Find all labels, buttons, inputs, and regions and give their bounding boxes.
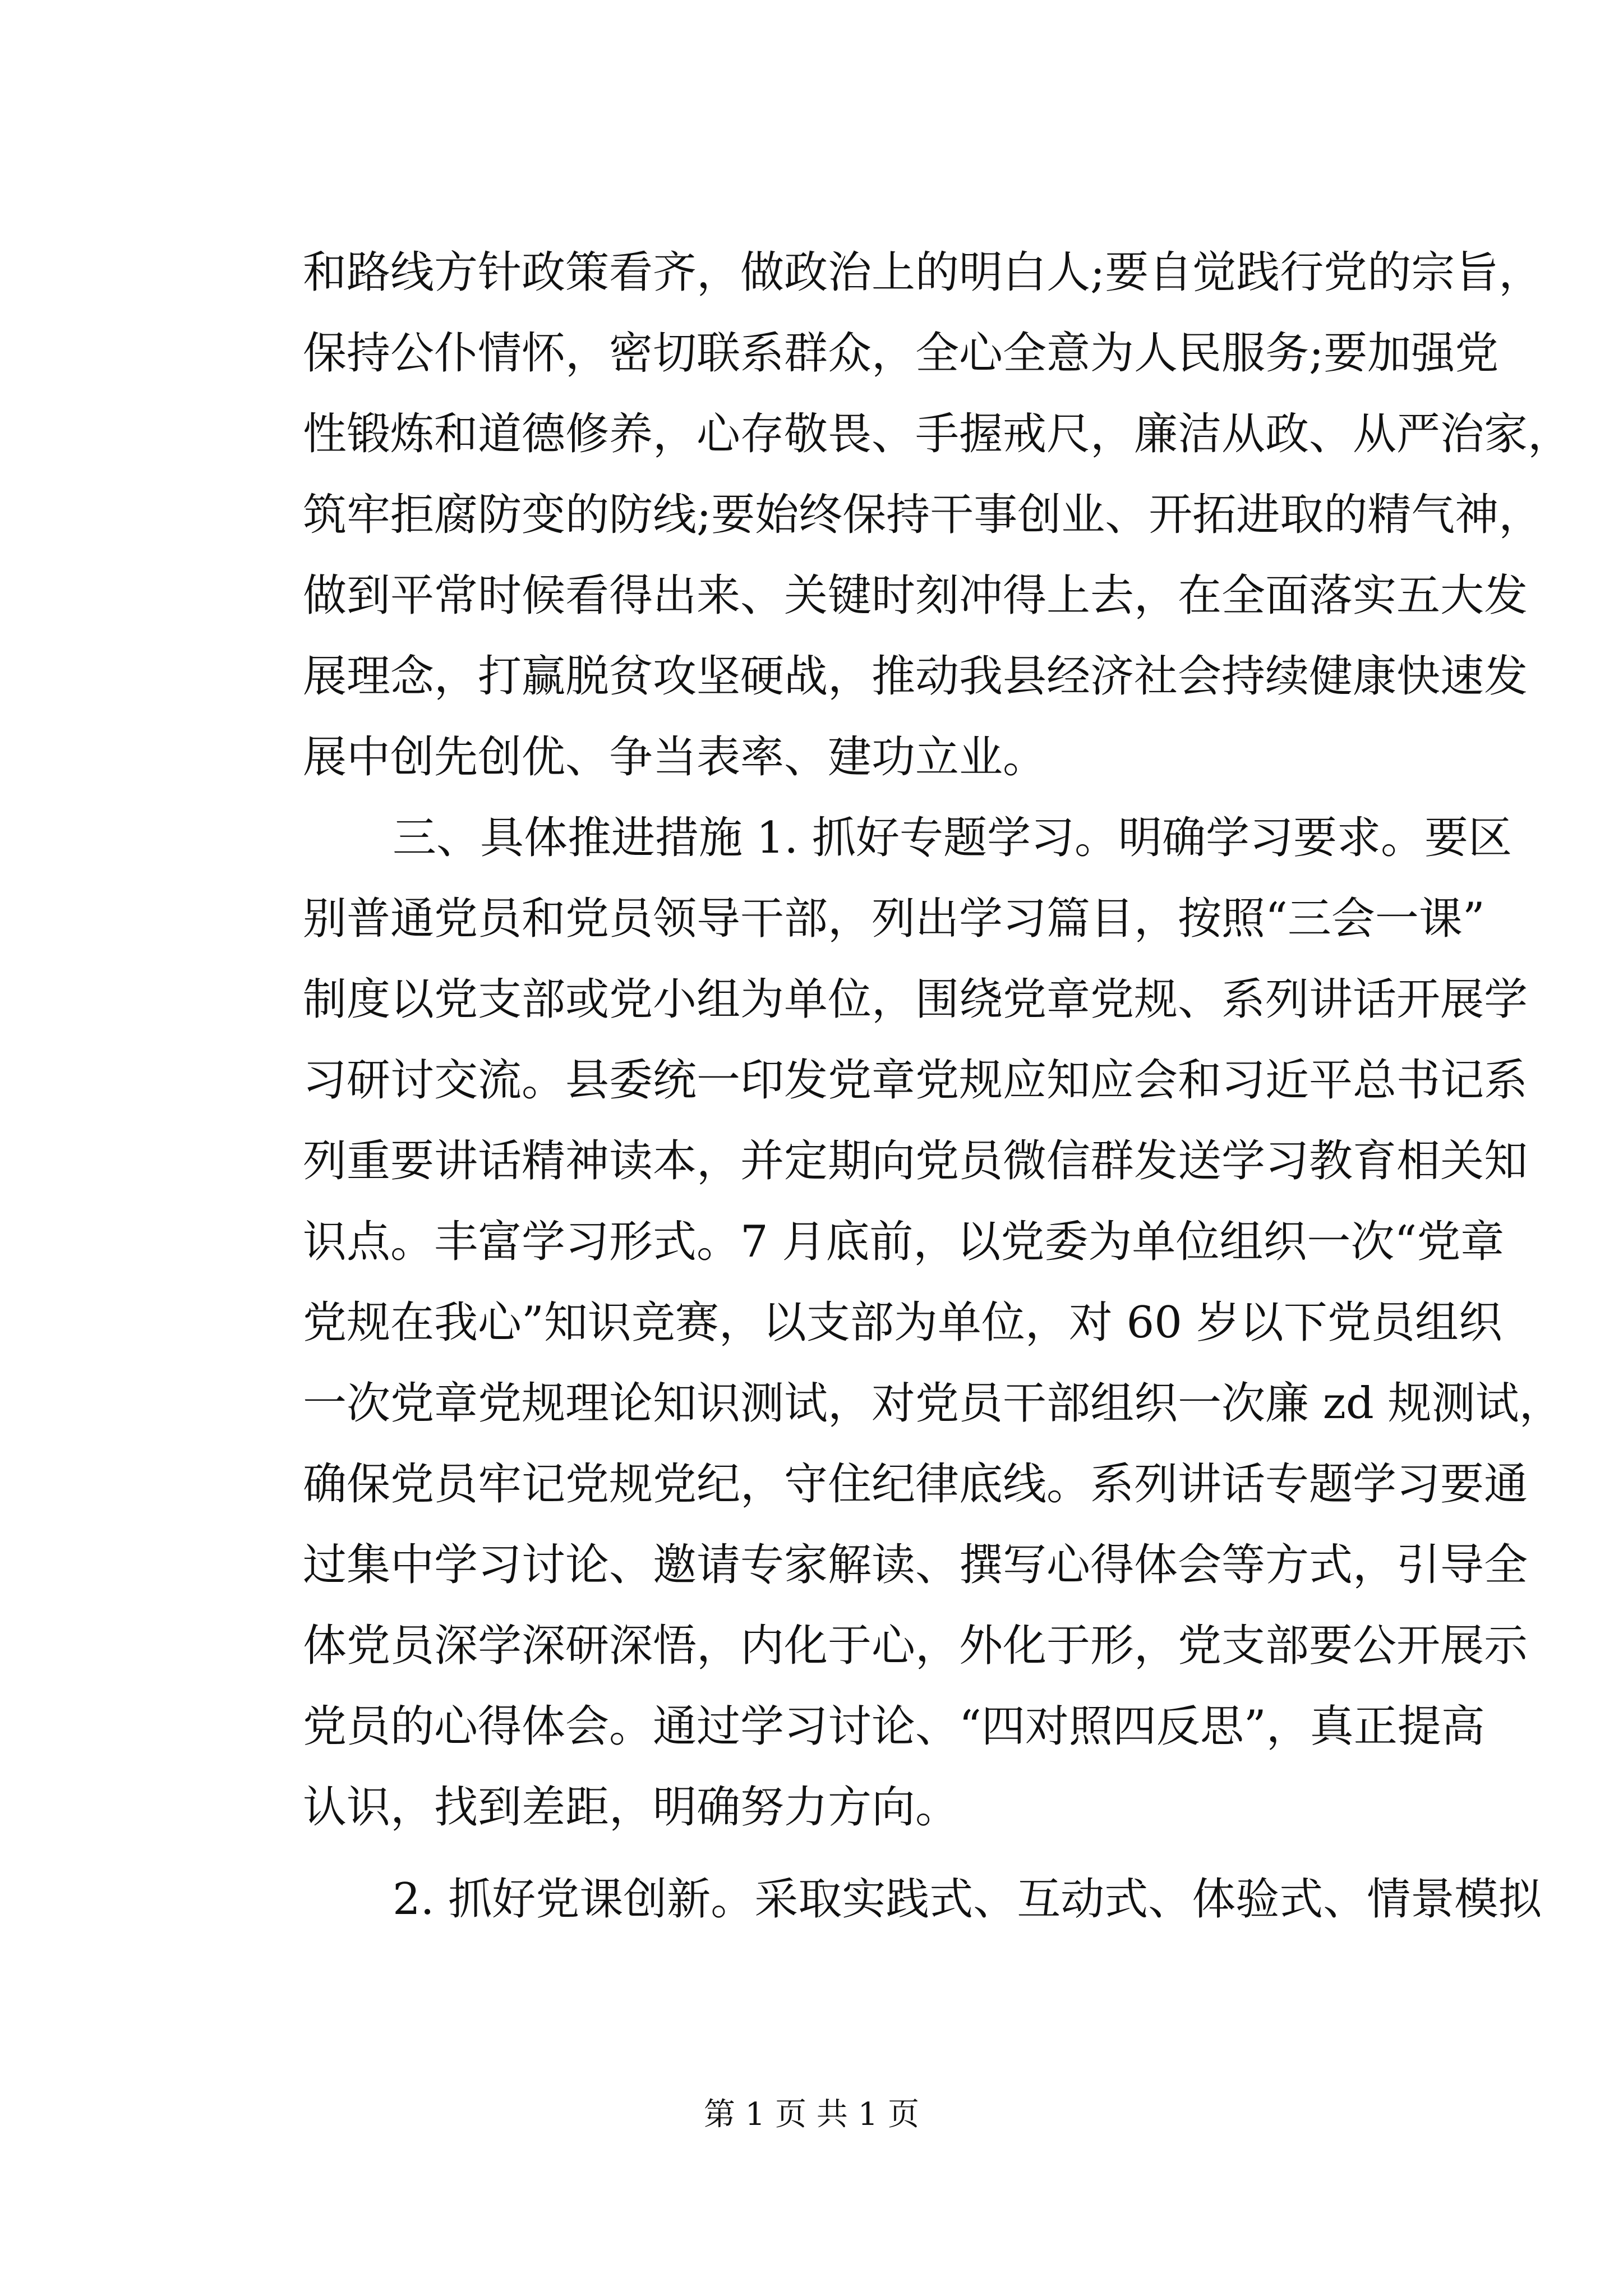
text-line: 列重要讲话精神读本，并定期向党员微信群发送学习教育相关知 xyxy=(303,1136,1528,1186)
text-line: 确保党员牢记党规党纪，守住纪律底线。系列讲话专题学习要通 xyxy=(303,1459,1528,1510)
text-line: 保持公仆情怀，密切联系群众，全心全意为人民服务;要加强党 xyxy=(303,328,1499,379)
text-line: 过集中学习讨论、邀请专家解读、撰写心得体会等方式，引导全 xyxy=(303,1540,1528,1590)
text-line: 性锻炼和道德修养，心存敬畏、手握戒尺，廉洁从政、从严治家， xyxy=(303,409,1572,459)
text-line: 党规在我心”知识竞赛，以支部为单位，对 60 岁以下党员组织 xyxy=(303,1297,1502,1348)
text-line: 一次党章党规理论知识测试，对党员干部组织一次廉 zd 规测试， xyxy=(303,1378,1563,1429)
text-line: 别普通党员和党员领导干部，列出学习篇目，按照“三会一课” xyxy=(303,894,1485,944)
text-line: 做到平常时候看得出来、关键时刻冲得上去，在全面落实五大发 xyxy=(303,570,1528,621)
text-line: 习研讨交流。县委统一印发党章党规应知应会和习近平总书记系 xyxy=(303,1055,1528,1106)
text-line: 体党员深学深研深悟，内化于心，外化于形，党支部要公开展示 xyxy=(303,1621,1528,1671)
text-line: 筑牢拒腐防变的防线;要始终保持干事创业、开拓进取的精气神， xyxy=(303,490,1543,540)
body-text xyxy=(303,232,1572,1940)
text-line: 展理念，打赢脱贫攻坚硬战，推动我县经济社会持续健康快速发 xyxy=(303,651,1528,702)
paragraph-start-line: 2. 抓好党课创新。采取实践式、互动式、体验式、情景模拟 xyxy=(393,1874,1542,1925)
text-line: 制度以党支部或党小组为单位，围绕党章党规、系列讲话开展学 xyxy=(303,974,1528,1025)
text-line: 展中创先创优、争当表率、建功立业。 xyxy=(303,732,1047,783)
text-line: 和路线方针政策看齐，做政治上的明白人;要自觉践行党的宗旨， xyxy=(303,247,1543,298)
page-number-label: 第 1 页 共 1 页 xyxy=(703,2096,920,2133)
paragraph-start-line: 三、具体推进措施 1. 抓好专题学习。明确学习要求。要区 xyxy=(393,813,1513,863)
page-footer xyxy=(0,2092,1623,2137)
text-line: 认识，找到差距，明确努力方向。 xyxy=(303,1782,960,1833)
text-line: 识点。丰富学习形式。7 月底前，以党委为单位组织一次“党章 xyxy=(303,1217,1505,1267)
text-line: 党员的心得体会。通过学习讨论、“四对照四反思”，真正提高 xyxy=(303,1701,1485,1752)
